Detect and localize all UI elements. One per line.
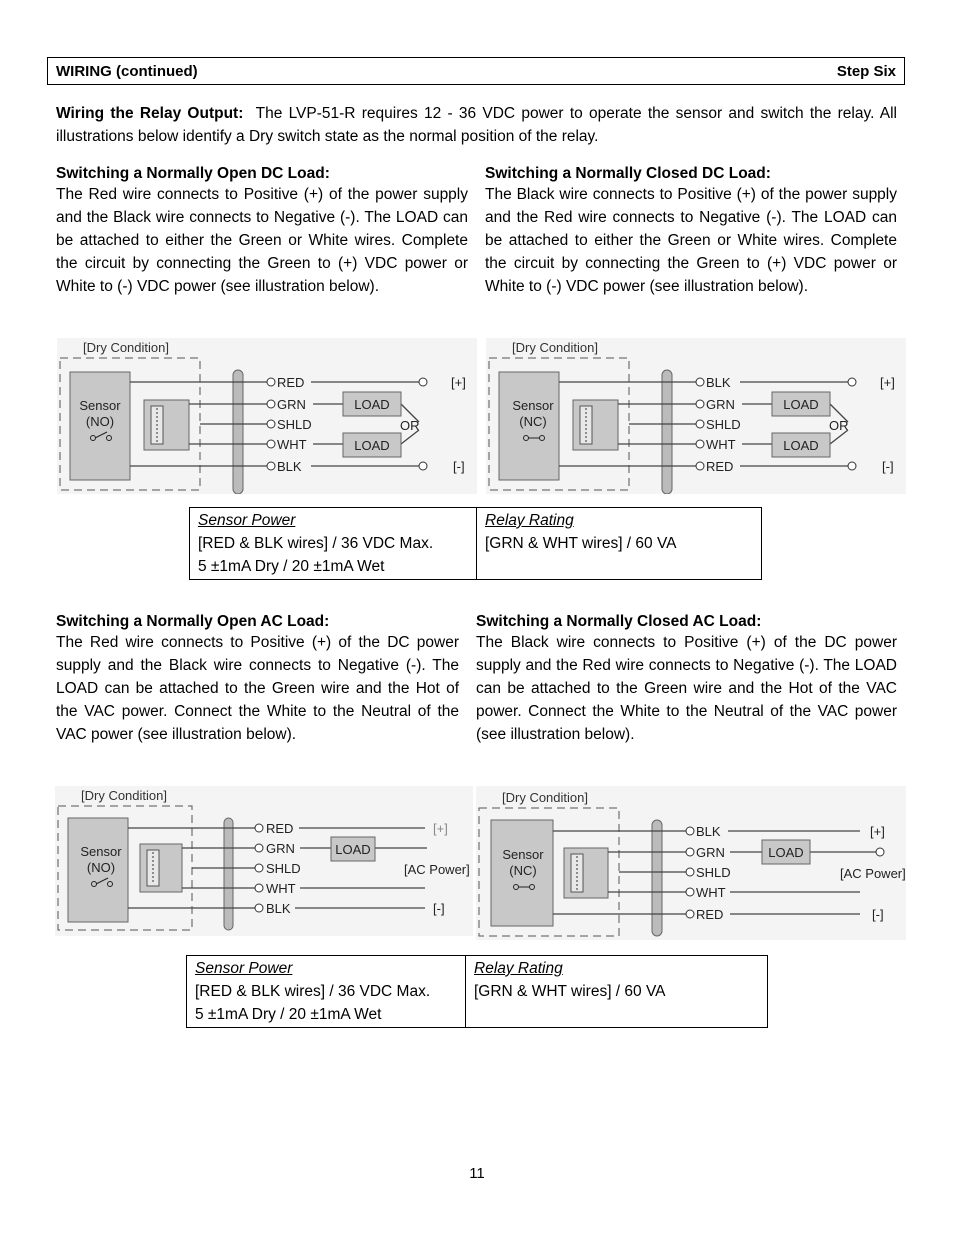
no-dc-text: The Red wire connects to Positive (+) of the power supply and the Black wire connects to Negative (-). The LOAD can be attached to either the Green or White wires. Complete the circuit by connecting the Green to (+) VDC power or White to (-) VDC power (see illustration below). [56, 186, 468, 295]
sensor-mode-label: (NC) [519, 414, 547, 429]
diagram-no-dc [57, 338, 477, 494]
sensor-mode-label: (NC) [509, 863, 537, 878]
nc-dc-heading: Switching a Normally Closed DC Load: [485, 165, 771, 182]
spec-table-ac [186, 955, 768, 1028]
relay-rating-title: Relay Rating [474, 960, 563, 977]
sensor-mode-label: (NO) [86, 860, 116, 875]
sensor-power-title: Sensor Power [195, 960, 293, 977]
nc-dc-section [485, 165, 897, 298]
load-label: LOAD [768, 845, 804, 860]
load-label: LOAD [335, 842, 371, 857]
wire-shld-label: SHLD [706, 417, 741, 432]
wire-grn-label: GRN [277, 397, 306, 412]
wire-red-label: RED [277, 375, 305, 390]
load-label: LOAD [354, 397, 390, 412]
header-title: WIRING (continued) [56, 63, 198, 80]
sensor-power-line2: 5 ±1mA Dry / 20 ±1mA Wet [198, 558, 385, 575]
no-dc-section [56, 165, 468, 298]
diagram-nc-dc [486, 338, 906, 494]
nc-ac-text: The Black wire connects to Positive (+) of the DC power supply and the Red wire connects to Negative (-). The LOAD can be attached to the Green wire and the Hot of the VAC power. Connect the White to the Neutral of the VAC power (see illustration below). [476, 634, 897, 743]
wire-wht-label: WHT [266, 881, 296, 896]
ac-power-label: [AC Power] [404, 862, 470, 877]
no-ac-section [56, 613, 459, 746]
diagram-no-ac [55, 786, 473, 936]
sensor-power-line2: 5 ±1mA Dry / 20 ±1mA Wet [195, 1006, 382, 1023]
intro-lead: Wiring the Relay Output: [56, 105, 244, 122]
wire-wht-label: WHT [277, 437, 307, 452]
plus-terminal-label: [+] [451, 375, 466, 390]
or-label: OR [829, 418, 849, 433]
sensor-power-cell [190, 508, 477, 580]
wire-blk-label: BLK [277, 459, 302, 474]
nc-ac-section [476, 613, 897, 746]
wire-blk-label: BLK [706, 375, 731, 390]
spec-table-dc [189, 507, 762, 580]
sensor-label: Sensor [79, 398, 121, 413]
relay-rating-cell [466, 956, 768, 1028]
wire-wht-label: WHT [696, 885, 726, 900]
wire-shld-label: SHLD [266, 861, 301, 876]
minus-terminal-label: [-] [433, 901, 445, 916]
or-label: OR [400, 418, 420, 433]
sensor-power-title: Sensor Power [198, 512, 296, 529]
ac-power-label: [AC Power] [840, 866, 906, 881]
sensor-power-cell [187, 956, 466, 1028]
plus-terminal-label: [+] [880, 375, 895, 390]
load-label: LOAD [783, 438, 819, 453]
dry-condition-label: [Dry Condition] [502, 790, 588, 805]
wire-red-label: RED [266, 821, 294, 836]
diagram-nc-ac [476, 786, 906, 940]
no-ac-text: The Red wire connects to Positive (+) of the DC power supply and the Black wire connects to Negative (-). The LOAD can be attached to the Green wire and the Hot of the VAC power. Connect the White to the Neutral of the VAC power (see illustration below). [56, 634, 459, 743]
relay-rating-cell [477, 508, 762, 580]
relay-rating-line1: [GRN & WHT wires] / 60 VA [485, 535, 677, 552]
intro-text: The LVP-51-R requires 12 - 36 VDC power to operate the sensor and switch the relay. All illustrations below identify a Dry switch state as the normal position of the relay. [56, 105, 897, 145]
wire-grn-label: GRN [266, 841, 295, 856]
wire-red-label: RED [706, 459, 734, 474]
wire-blk-label: BLK [266, 901, 291, 916]
sensor-label: Sensor [512, 398, 554, 413]
dry-condition-label: [Dry Condition] [83, 340, 169, 355]
no-ac-heading: Switching a Normally Open AC Load: [56, 613, 330, 630]
wire-red-label: RED [696, 907, 724, 922]
plus-terminal-label: [+] [433, 821, 448, 836]
load-label: LOAD [783, 397, 819, 412]
page-number: 11 [469, 1165, 485, 1182]
minus-terminal-label: [-] [882, 459, 894, 474]
sensor-mode-label: (NO) [85, 414, 115, 429]
relay-rating-line1: [GRN & WHT wires] / 60 VA [474, 983, 666, 1000]
wire-shld-label: SHLD [277, 417, 312, 432]
intro-paragraph [56, 102, 897, 148]
load-label: LOAD [354, 438, 390, 453]
dry-condition-label: [Dry Condition] [512, 340, 598, 355]
dry-condition-label: [Dry Condition] [81, 788, 167, 803]
nc-dc-text: The Black wire connects to Positive (+) of the power supply and the Red wire connects to Negative (-). The LOAD can be attached to either the Green or White wires. Complete the circuit by connecting the Green to (+) VDC power or White to (-) VDC power (see illustration below). [485, 186, 897, 295]
plus-terminal-label: [+] [870, 824, 885, 839]
header-step: Step Six [836, 63, 896, 80]
minus-terminal-label: [-] [872, 907, 884, 922]
wire-wht-label: WHT [706, 437, 736, 452]
sensor-label: Sensor [502, 847, 544, 862]
no-dc-heading: Switching a Normally Open DC Load: [56, 165, 330, 182]
sensor-power-line1: [RED & BLK wires] / 36 VDC Max. [195, 983, 431, 1000]
section-header [47, 57, 905, 85]
sensor-power-line1: [RED & BLK wires] / 36 VDC Max. [198, 535, 434, 552]
wire-shld-label: SHLD [696, 865, 731, 880]
minus-terminal-label: [-] [453, 459, 465, 474]
nc-ac-heading: Switching a Normally Closed AC Load: [476, 613, 762, 630]
wire-blk-label: BLK [696, 824, 721, 839]
wire-grn-label: GRN [706, 397, 735, 412]
sensor-label: Sensor [80, 844, 122, 859]
wire-grn-label: GRN [696, 845, 725, 860]
relay-rating-title: Relay Rating [485, 512, 574, 529]
